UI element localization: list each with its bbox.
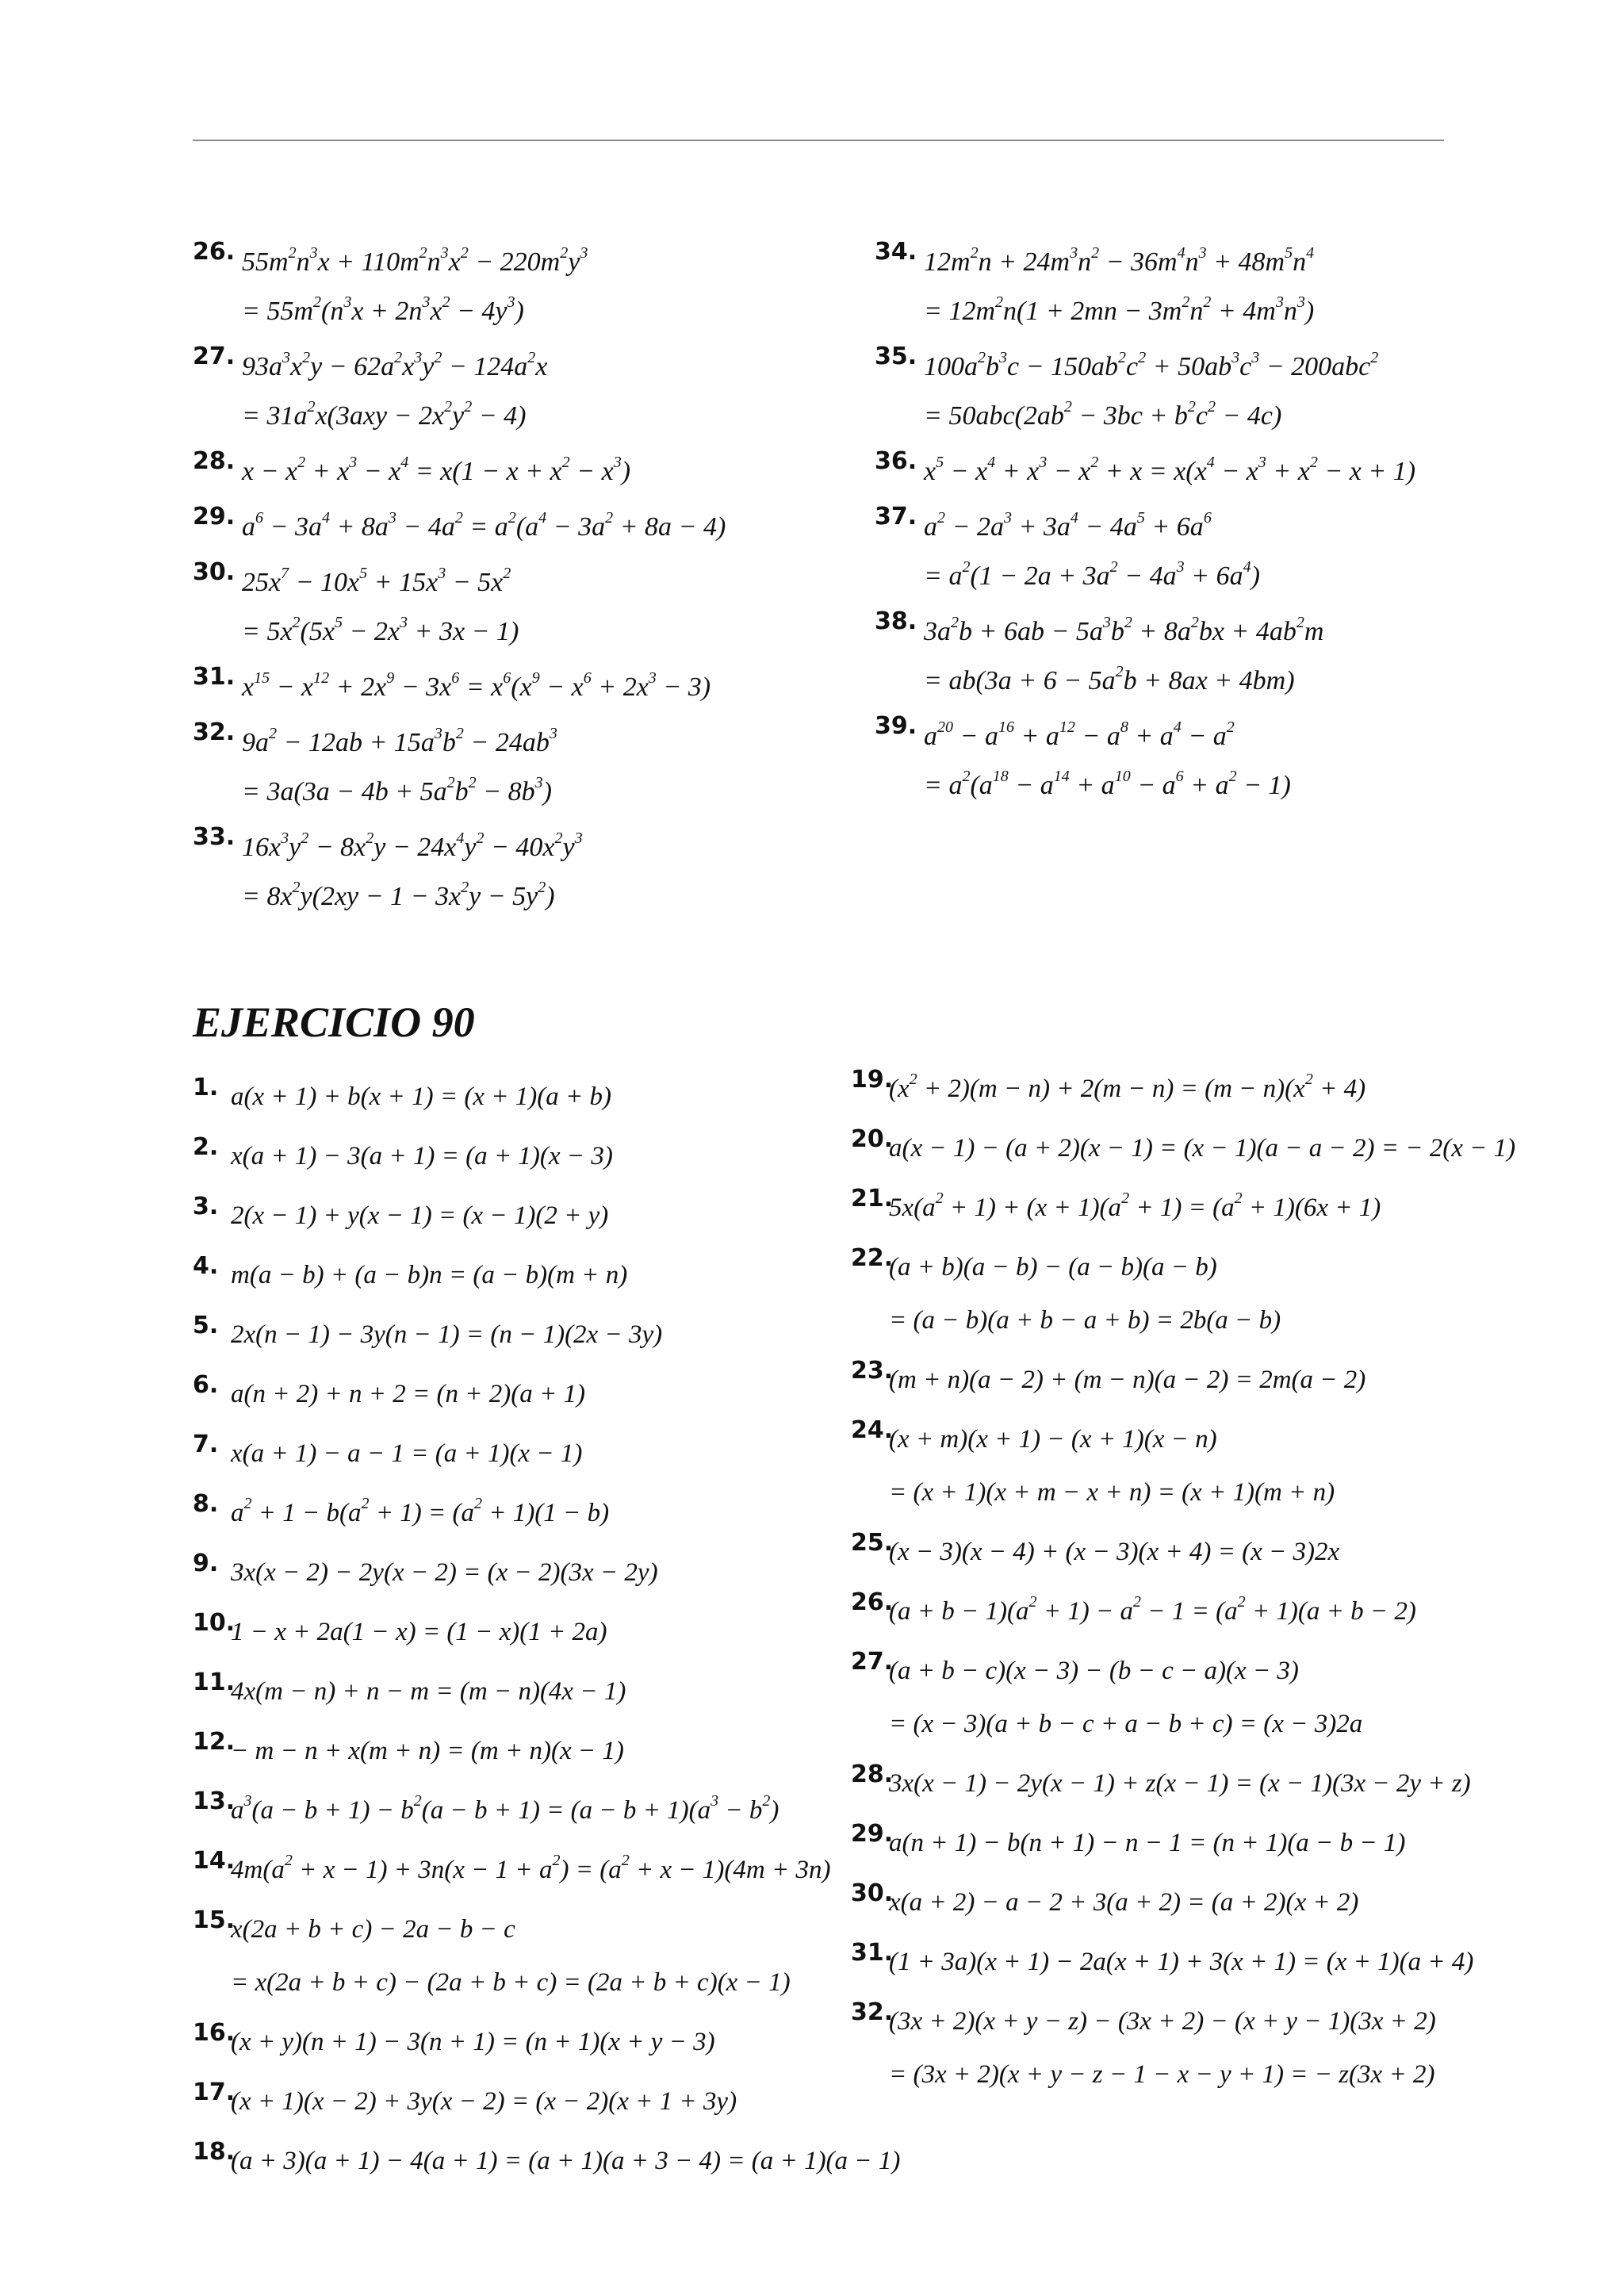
equation-line: m(a − b) + (a − b)n = (a − b)(m + n) [231,1261,628,1289]
exercise-item [851,1936,1565,1989]
equation-line: $16x^3y^2 - 8x^2y - 24x^4y^2 - 40x^2y^3$ [242,829,583,862]
equation-continuation: = $31a^2x(3axy - 2x^2y^2 - 4)$ [242,398,527,431]
exercise-equation [851,1122,1565,1175]
exercise-item [875,712,1509,810]
equation-line: (x + y)(n + 1) − 3(n + 1) = (n + 1)(x + y − 3) [231,2028,715,2056]
exercise-number: 39. [875,712,917,740]
exercise-equation [193,1130,859,1183]
exercise-item [851,1526,1565,1579]
exercise-number: 3. [193,1193,219,1220]
equation-line: a(x + 1) + b(x + 1) = (x + 1)(a + b) [231,1082,611,1111]
equation-continuation: = (x + 1)(x + m − x + n) = (x + 1)(m + n) [889,1478,1335,1507]
equation-line: $4m(a^2 + x - 1) + 3n(x - 1 + a^2) = (a^2 + x - 1)(4m + 3n)$ [231,1852,831,1884]
exercise-number: 26. [851,1588,894,1616]
exercise-item [193,238,875,336]
exercise-number: 24. [851,1416,894,1444]
exercise-number: 29. [193,503,236,531]
exercise-number: 23. [851,1357,894,1385]
exercise-item [193,1725,859,1778]
exercise-item [851,1585,1565,1638]
equation-line: (a + b)(a − b) − (a − b)(a − b) [889,1253,1217,1282]
exercise-number: 1. [193,1074,219,1101]
equation-line: 3x(x − 2) − 2y(x − 2) = (x − 2)(3x − 2y) [231,1558,658,1587]
exercise-item [193,1546,859,1599]
exercise-equation [193,663,875,712]
equation-line: 2(x − 1) + y(x − 1) = (x − 1)(2 + y) [231,1201,609,1230]
exercise-equation [193,1368,859,1421]
exercise-number: 2. [193,1133,219,1161]
exercise-equation [851,1936,1565,1989]
equation-continuation: = $12m^2n(1 + 2mn - 3m^2n^2 + 4m^3n^3)$ [924,293,1315,326]
header-rule [193,140,1444,141]
equation-line: a(x − 1) − (a + 2)(x − 1) = (x − 1)(a − a − 2) = − 2(x − 1) [889,1134,1516,1163]
exercise-equation [875,343,1509,441]
exercise-equation [193,503,875,552]
equation-line: $a^2 + 1 - b(a^2 + 1) = (a^2 + 1)(1 - b)$ [231,1495,610,1527]
equation-line: x(a + 1) − 3(a + 1) = (a + 1)(x − 3) [231,1142,613,1170]
exercise-item [193,343,875,441]
exercise-equation [851,1645,1565,1751]
exercise-equation [193,558,875,657]
exercise-equation [193,1903,859,2009]
exercise-number: 11. [193,1668,236,1696]
exercise-number: 18. [193,2138,236,2166]
equation-line: (x + 1)(x − 2) + 3y(x − 2) = (x − 2)(x + 1 + 3y) [231,2087,737,2116]
exercise-item [875,343,1509,441]
exercise-number: 36. [875,447,917,475]
equation-line: $100a^2b^3c - 150ab^2c^2 + 50ab^3c^3 - 200abc^2$ [924,349,1379,381]
exercise-equation [851,1182,1565,1235]
exercise-equation [193,1665,859,1718]
equation-line: 2x(n − 1) − 3y(n − 1) = (n − 1)(2x − 3y) [231,1320,663,1349]
exercise-item [875,503,1509,601]
exercise-equation [875,503,1509,601]
equation-line: 4x(m − n) + n − m = (m − n)(4x − 1) [231,1677,626,1706]
equation-line: $(x^2 + 2)(m - n) + 2(m - n) = (m - n)(x^2 + 4)$ [889,1071,1366,1103]
equation-line: (x − 3)(x − 4) + (x − 3)(x + 4) = (x − 3)2x [889,1538,1340,1566]
exercise-item [851,1354,1565,1407]
equation-line: − m − n + x(m + n) = (m + n)(x − 1) [231,1737,624,1765]
exercise-equation [875,238,1509,336]
exercise-number: 26. [193,238,236,266]
exercise-equation [851,1526,1565,1579]
exercise-item [193,1249,859,1302]
exercise-item [851,1122,1565,1175]
equation-line: (a + b − c)(x − 3) − (b − c − a)(x − 3) [889,1657,1299,1685]
equation-line: $a^6 - 3a^4 + 8a^3 - 4a^2 = a^2(a^4 - 3a^2 + 8a - 4)$ [242,509,726,542]
exercise-equation [193,1546,859,1599]
exercise-number: 32. [851,1998,894,2026]
exercise-item [193,1308,859,1362]
exercise-equation [851,1817,1565,1870]
exercise-number: 38. [875,607,917,635]
exercise-number: 30. [193,558,236,586]
equation-line: $55m^2n^3x + 110m^2n^3x^2 - 220m^2y^3$ [242,244,588,277]
exercise-number: 29. [851,1820,894,1848]
exercise-item [193,1427,859,1481]
exercise-equation [193,2075,859,2128]
exercise-item [193,823,875,921]
exercise-equation [851,1995,1565,2101]
equation-line: $5x(a^2 + 1) + (x + 1)(a^2 + 1) = (a^2 + 1)(6x + 1)$ [889,1190,1381,1222]
exercise-number: 37. [875,503,917,531]
exercise-item [193,1606,859,1659]
equation-line: (m + n)(a − 2) + (m − n)(a − 2) = 2m(a − 2) [889,1366,1366,1394]
exercise-number: 34. [875,238,917,266]
exercise-number: 28. [851,1760,894,1788]
exercise-item [193,503,875,552]
exercise-equation [193,1784,859,1837]
exercise-number: 25. [851,1529,894,1557]
equation-line: (3x + 2)(x + y − z) − (3x + 2) − (x + y − 1)(3x + 2) [889,2007,1436,2036]
exercise-item [851,1876,1565,1929]
exercise-equation [193,1249,859,1302]
exercise-number: 13. [193,1787,236,1815]
exercise-item [193,1784,859,1837]
exercise-number: 21. [851,1185,894,1213]
exercise-number: 5. [193,1312,219,1339]
exercise-number: 27. [193,343,236,370]
exercise-number: 9. [193,1550,219,1577]
exercise-equation [193,2135,901,2188]
exercise-equation [193,447,875,496]
exercise-equation [875,607,1509,706]
exercise-number: 15. [193,1906,236,1934]
exercise-equation [193,1427,859,1481]
equation-line: $a^3(a - b + 1) - b^2(a - b + 1) = (a - b + 1)(a^3 - b^2)$ [231,1792,779,1825]
equation-line: $x - x^2 + x^3 - x^4 = x(1 - x + x^2 - x^3)$ [242,454,631,486]
exercise-equation [875,447,1509,496]
equation-continuation: = (a − b)(a + b − a + b) = 2b(a − b) [889,1306,1281,1335]
exercise-item [193,718,875,817]
exercise-equation [851,1063,1565,1116]
exercise-number: 27. [851,1648,894,1676]
exercise-number: 31. [193,663,236,691]
equation-continuation: = $8x^2y(2xy - 1 - 3x^2y - 5y^2)$ [242,879,555,911]
equation-continuation: = x(2a + b + c) − (2a + b + c) = (2a + b + c)(x − 1) [231,1968,791,1997]
exercise-item [851,1241,1565,1347]
exercise-number: 19. [851,1066,894,1094]
equation-line: $x^{15} - x^{12} + 2x^9 - 3x^6 = x^6(x^9 - x^6 + 2x^3 - 3)$ [242,669,711,702]
exercise-equation [193,1190,859,1243]
equation-line: $25x^7 - 10x^5 + 15x^3 - 5x^2$ [242,565,511,597]
exercise-item [851,1063,1565,1116]
exercise-item [851,1413,1565,1519]
exercise-item [851,1182,1565,1235]
exercise-number: 30. [851,1879,894,1907]
exercise-equation [193,1308,859,1362]
equation-continuation: = (3x + 2)(x + y − z − 1 − x − y + 1) = − z(3x + 2) [889,2060,1435,2089]
exercise-equation [851,1876,1565,1929]
exercise-item [193,1665,859,1718]
exercise-equation [193,238,875,336]
equation-line: a(n + 2) + n + 2 = (n + 2)(a + 1) [231,1380,586,1408]
exercise-item [193,663,875,712]
exercise-equation [193,1487,859,1540]
exercise-number: 14. [193,1847,236,1875]
equation-line: $(a + b - 1)(a^2 + 1) - a^2 - 1 = (a^2 + 1)(a + b - 2)$ [889,1593,1416,1626]
exercise-item [193,2016,859,2069]
exercise-equation [851,1757,1565,1810]
exercise-number: 32. [193,718,236,746]
exercise-equation [193,1606,859,1659]
equation-continuation: = $3a(3a - 4b + 5a^2b^2 - 8b^3)$ [242,774,552,806]
exercise-number: 31. [851,1939,894,1967]
equation-line: 3x(x − 1) − 2y(x − 1) + z(x − 1) = (x − 1)(3x − 2y + z) [889,1769,1471,1798]
exercise-list-top-left [193,238,875,928]
exercise-item [851,1995,1565,2101]
exercise-number: 6. [193,1371,219,1399]
exercise-number: 20. [851,1125,894,1153]
equation-line: $a^{20} - a^{16} + a^{12} - a^8 + a^4 - a^2$ [924,718,1235,751]
equation-line: $3a^2b + 6ab - 5a^3b^2 + 8a^2bx + 4ab^2m$ [924,614,1324,646]
exercise-item [875,238,1509,336]
exercise-equation [193,2016,859,2069]
equation-continuation: = $a^2(a^{18} - a^{14} + a^{10} - a^6 + a^2 - 1)$ [924,768,1291,800]
exercise-number: 35. [875,343,917,370]
exercise-number: 7. [193,1431,219,1458]
equation-continuation: = (x − 3)(a + b − c + a − b + c) = (x − 3)2a [889,1710,1363,1738]
exercise-equation [193,343,875,441]
exercise-equation [851,1413,1565,1519]
exercise-item [193,1190,859,1243]
equation-continuation: = $5x^2(5x^5 - 2x^3 + 3x - 1)$ [242,614,519,646]
equation-line: (1 + 3a)(x + 1) − 2a(x + 1) + 3(x + 1) = (x + 1)(a + 4) [889,1948,1474,1976]
exercise-item [851,1817,1565,1870]
exercise-item [193,1903,859,2009]
equation-line: $12m^2n + 24m^3n^2 - 36m^4n^3 + 48m^5n^4$ [924,244,1315,277]
exercise-equation [875,712,1509,810]
exercise-item [193,2135,901,2188]
exercise-item [193,558,875,657]
exercise-number: 22. [851,1244,894,1272]
equation-line: x(2a + b + c) − 2a − b − c [231,1915,515,1944]
equation-continuation: = $a^2(1 - 2a + 3a^2 - 4a^3 + 6a^4)$ [924,558,1260,591]
exercise-item [851,1645,1565,1751]
exercise-list-bottom-right [851,1063,1565,2108]
equation-line: a(n + 1) − b(n + 1) − n − 1 = (n + 1)(a − b − 1) [889,1829,1406,1857]
section-title: EJERCICIO 90 [193,998,475,1046]
exercise-number: 4. [193,1252,219,1280]
exercise-list-top-right [875,238,1509,817]
exercise-equation [193,1071,859,1124]
equation-line: (a + 3)(a + 1) − 4(a + 1) = (a + 1)(a + 3 − 4) = (a + 1)(a − 1) [231,2147,901,2175]
exercise-item [875,607,1509,706]
exercise-equation [193,823,875,921]
exercise-item [875,447,1509,496]
equation-line: $x^5 - x^4 + x^3 - x^2 + x = x(x^4 - x^3 + x^2 - x + 1)$ [924,454,1416,486]
exercise-number: 17. [193,2078,236,2106]
exercise-item [193,447,875,496]
exercise-item [193,1844,859,1897]
exercise-item [193,1130,859,1183]
exercise-item [851,1757,1565,1810]
exercise-equation [193,1844,859,1897]
exercise-equation [851,1354,1565,1407]
equation-line: $a^2 - 2a^3 + 3a^4 - 4a^5 + 6a^6$ [924,509,1212,542]
equation-continuation: = $55m^2(n^3x + 2n^3x^2 - 4y^3)$ [242,293,524,326]
equation-line: x(a + 2) − a − 2 + 3(a + 2) = (a + 2)(x + 2) [889,1888,1359,1917]
exercise-number: 33. [193,823,236,851]
equation-line: 1 − x + 2a(1 − x) = (1 − x)(1 + 2a) [231,1618,607,1646]
equation-continuation: = $ab(3a + 6 - 5a^2b + 8ax + 4bm)$ [924,663,1295,695]
exercise-number: 12. [193,1728,236,1756]
exercise-equation [193,1725,859,1778]
exercise-item [193,1487,859,1540]
exercise-number: 28. [193,447,236,475]
equation-continuation: = $50abc(2ab^2 - 3bc + b^2c^2 - 4c)$ [924,398,1282,431]
equation-line: x(a + 1) − a − 1 = (a + 1)(x − 1) [231,1439,583,1468]
exercise-number: 8. [193,1490,219,1518]
exercise-equation [851,1585,1565,1638]
exercise-item [193,2075,859,2128]
exercise-item [193,1368,859,1421]
exercise-item [193,1071,859,1124]
exercise-equation [193,718,875,817]
exercise-equation [851,1241,1565,1347]
exercise-number: 10. [193,1609,236,1637]
exercise-number: 16. [193,2019,236,2047]
equation-line: $93a^3x^2y - 62a^2x^3y^2 - 124a^2x$ [242,349,548,381]
equation-line: (x + m)(x + 1) − (x + 1)(x − n) [889,1425,1217,1454]
equation-line: $9a^2 - 12ab + 15a^3b^2 - 24ab^3$ [242,725,557,757]
